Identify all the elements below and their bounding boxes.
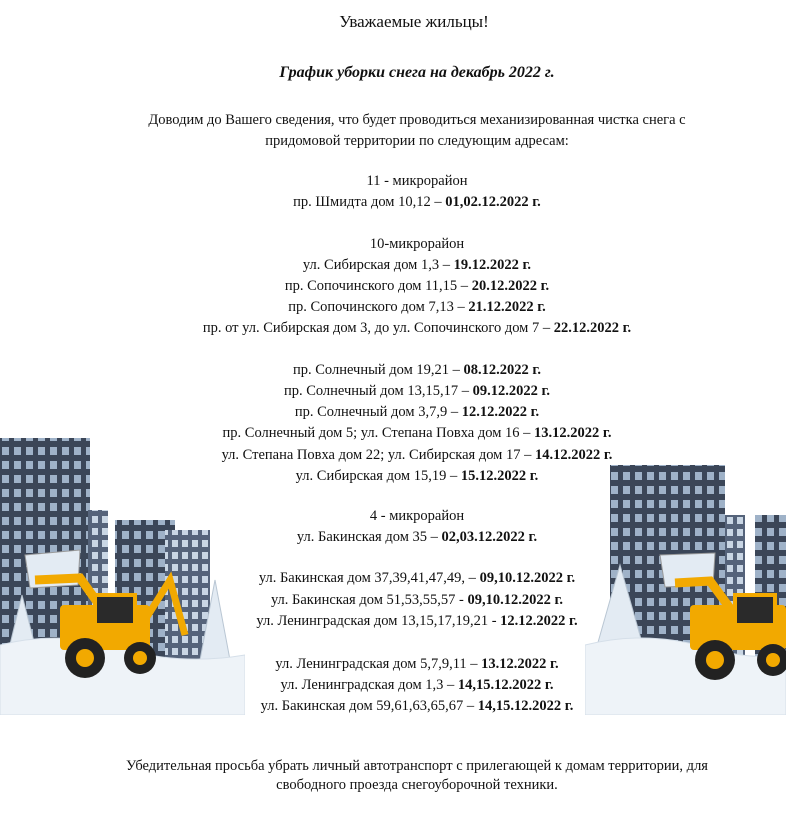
greeting: Уважаемые жильцы! xyxy=(339,12,489,31)
address: ул. Ленинградская дом 13,15,17,19,21 - xyxy=(256,613,501,629)
address: ул. Ленинградская дом 1,3 – xyxy=(280,677,458,693)
schedule-row xyxy=(0,278,786,295)
schedule-row xyxy=(0,362,786,379)
schedule-row xyxy=(0,570,786,587)
address: ул. Бакинская дом 37,39,41,47,49, – xyxy=(258,570,480,586)
date: 13.12.2022 г. xyxy=(481,656,559,672)
district-heading: 10-микрорайон xyxy=(369,236,465,252)
date: 13.12.2022 г. xyxy=(534,425,612,441)
schedule-row xyxy=(0,656,786,673)
address: пр. от ул. Сибирская дом 3, до ул. Сопочинского дом 7 – xyxy=(202,320,554,336)
intro-line: Доводим до Вашего сведения, что будет проводиться механизированная чистка снега с xyxy=(148,112,686,128)
schedule-row xyxy=(0,698,786,715)
schedule-row xyxy=(0,383,786,400)
address: ул. Степана Повха дом 22; ул. Сибирская дом 17 – xyxy=(221,447,535,463)
date: 22.12.2022 г. xyxy=(553,320,632,336)
date: 09,10.12.2022 г. xyxy=(467,592,564,608)
schedule-row xyxy=(0,447,786,464)
date: 12.12.2022 г. xyxy=(500,613,578,629)
date: 14.12.2022 г. xyxy=(534,447,613,463)
date: 14,15.12.2022 г. xyxy=(477,698,574,714)
schedule-row xyxy=(0,468,786,485)
address: пр. Солнечный дом 3,7,9 – xyxy=(294,404,462,420)
address: ул. Ленинградская дом 5,7,9,11 – xyxy=(275,656,482,672)
page-title: График уборки снега на декабрь 2022 г. xyxy=(279,64,555,81)
date: 21.12.2022 г. xyxy=(468,299,546,315)
schedule-row xyxy=(0,299,786,316)
date: 01,02.12.2022 г. xyxy=(445,194,541,210)
date: 09,10.12.2022 г. xyxy=(479,570,576,586)
footer-line: свободного проезда снегоуборочной техники. xyxy=(276,777,558,793)
schedule-row xyxy=(0,592,786,609)
address: пр. Сопочинского дом 11,15 – xyxy=(284,278,472,294)
intro-line: придомовой территории по следующим адресам: xyxy=(265,133,569,149)
address: пр. Шмидта дом 10,12 – xyxy=(293,194,446,210)
address: ул. Бакинская дом 59,61,63,65,67 – xyxy=(260,698,478,714)
schedule-row xyxy=(0,529,786,546)
schedule-row xyxy=(0,257,786,274)
address: пр. Солнечный дом 5; ул. Степана Повха дом 16 – xyxy=(222,425,535,441)
address: ул. Сибирская дом 1,3 – xyxy=(302,257,454,273)
schedule-row xyxy=(0,194,786,211)
schedule-row xyxy=(0,425,786,442)
date: 08.12.2022 г. xyxy=(463,362,541,378)
date: 12.12.2022 г. xyxy=(461,404,540,420)
schedule-row xyxy=(0,404,786,421)
date: 02,03.12.2022 г. xyxy=(441,529,538,545)
address: ул. Бакинская дом 35 – xyxy=(296,529,442,545)
date: 09.12.2022 г. xyxy=(472,383,551,399)
district-heading: 4 - микрорайон xyxy=(369,508,465,524)
address: пр. Солнечный дом 13,15,17 – xyxy=(283,383,473,399)
date: 20.12.2022 г. xyxy=(471,278,550,294)
district-heading: 11 - микрорайон xyxy=(366,173,468,189)
date: 14,15.12.2022 г. xyxy=(457,677,554,693)
schedule-row xyxy=(0,613,786,630)
address: ул. Бакинская дом 51,53,55,57 - xyxy=(270,592,468,608)
address: пр. Сопочинского дом 7,13 – xyxy=(288,299,469,315)
date: 15.12.2022 г. xyxy=(460,468,539,484)
date: 19.12.2022 г. xyxy=(453,257,532,273)
address: ул. Сибирская дом 15,19 – xyxy=(295,468,461,484)
address: пр. Солнечный дом 19,21 – xyxy=(293,362,464,378)
footer-line: Убедительная просьба убрать личный автотранспорт с прилегающей к домам территории, для xyxy=(126,758,708,774)
schedule-row xyxy=(0,677,786,694)
schedule-row xyxy=(0,320,786,337)
